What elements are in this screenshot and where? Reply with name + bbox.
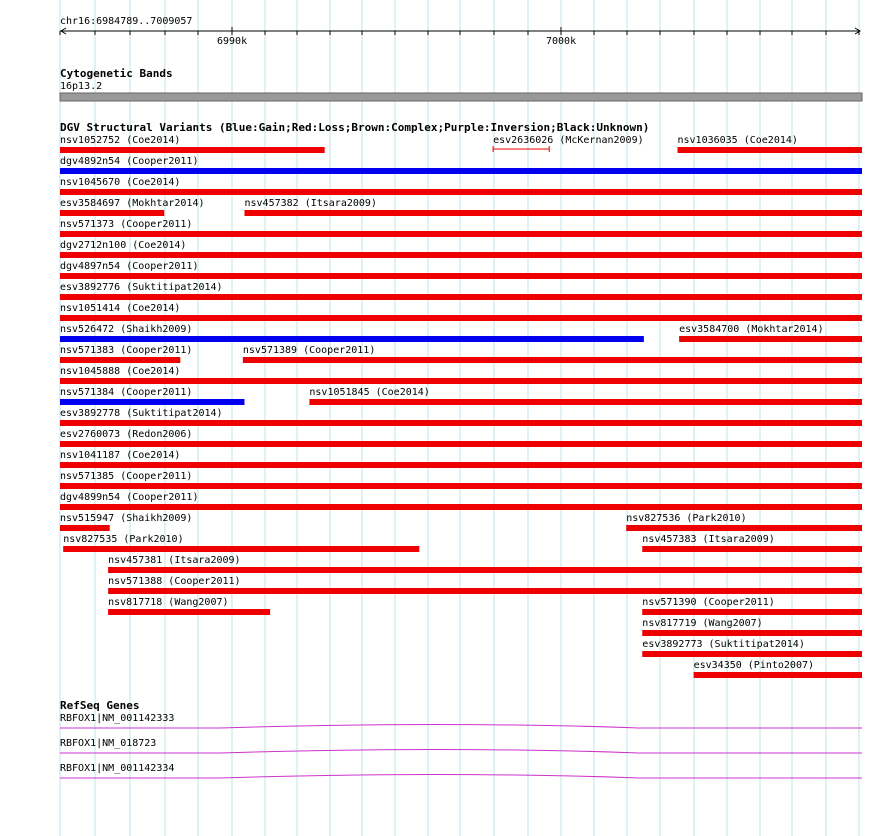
track-title-refseq: RefSeq Genes bbox=[60, 699, 140, 712]
dgv-feature-label: esv2636026 (McKernan2009) bbox=[493, 135, 644, 146]
dgv-feature-bar[interactable] bbox=[243, 357, 862, 363]
track-title-cytobands: Cytogenetic Bands bbox=[60, 67, 173, 80]
refseq-gene-label: RBFOX1|NM_001142333 bbox=[60, 713, 175, 724]
dgv-feature-label: nsv827536 (Park2010) bbox=[626, 513, 747, 524]
dgv-feature[interactable] bbox=[60, 324, 644, 342]
dgv-feature-label: nsv526472 (Shaikh2009) bbox=[60, 324, 193, 335]
dgv-feature-label: nsv1041187 (Coe2014) bbox=[60, 450, 181, 461]
dgv-feature[interactable] bbox=[60, 513, 192, 531]
dgv-feature[interactable] bbox=[493, 135, 644, 152]
dgv-feature-label: dgv4892n54 (Cooper2011) bbox=[60, 156, 199, 167]
dgv-feature-label: nsv827535 (Park2010) bbox=[63, 534, 184, 545]
dgv-feature-bar[interactable] bbox=[60, 189, 862, 195]
dgv-feature-bar[interactable] bbox=[244, 210, 862, 216]
dgv-feature-label: esv3892773 (Suktitipat2014) bbox=[642, 639, 805, 650]
locus-label: chr16:6984789..7009057 bbox=[60, 16, 193, 27]
dgv-feature[interactable] bbox=[60, 177, 862, 195]
ruler-tick-label: 6990k bbox=[217, 36, 248, 47]
dgv-feature-label: esv3584697 (Mokhtar2014) bbox=[60, 198, 205, 209]
dgv-feature-label: nsv571389 (Cooper2011) bbox=[242, 345, 376, 356]
dgv-feature-bar[interactable] bbox=[60, 294, 862, 300]
dgv-feature[interactable] bbox=[63, 534, 419, 552]
dgv-feature[interactable] bbox=[60, 261, 862, 279]
dgv-feature-label: nsv571388 (Cooper2011) bbox=[108, 576, 241, 587]
dgv-feature[interactable] bbox=[679, 324, 862, 342]
dgv-feature-bar[interactable] bbox=[60, 462, 862, 468]
dgv-feature-label: nsv571390 (Cooper2011) bbox=[642, 597, 775, 608]
dgv-feature[interactable] bbox=[108, 576, 862, 594]
dgv-feature-bar[interactable] bbox=[60, 231, 862, 237]
dgv-feature-label: nsv1051845 (Coe2014) bbox=[309, 387, 430, 398]
dgv-feature[interactable] bbox=[60, 492, 862, 510]
dgv-feature[interactable] bbox=[243, 345, 862, 363]
dgv-feature-bar[interactable] bbox=[694, 672, 862, 678]
dgv-feature-label: nsv1045670 (Coe2014) bbox=[60, 177, 181, 188]
dgv-feature[interactable] bbox=[694, 660, 862, 678]
dgv-feature-bar[interactable] bbox=[60, 168, 862, 174]
dgv-feature[interactable] bbox=[60, 156, 862, 174]
dgv-feature[interactable] bbox=[60, 240, 862, 258]
dgv-feature[interactable] bbox=[60, 219, 862, 237]
dgv-feature[interactable] bbox=[60, 408, 862, 426]
dgv-feature-bar[interactable] bbox=[60, 315, 862, 321]
refseq-gene-model[interactable] bbox=[60, 725, 862, 729]
refseq-gene-list bbox=[60, 713, 862, 778]
dgv-feature-label: nsv1052752 (Coe2014) bbox=[60, 135, 181, 146]
dgv-feature[interactable] bbox=[108, 597, 270, 615]
dgv-feature-label: esv3584700 (Mokhtar2014) bbox=[679, 324, 824, 335]
dgv-feature-label: nsv515947 (Shaikh2009) bbox=[60, 513, 193, 524]
dgv-feature[interactable] bbox=[626, 513, 862, 531]
dgv-feature-label: nsv1051414 (Coe2014) bbox=[60, 303, 181, 314]
dgv-feature-label: esv3892776 (Suktitipat2014) bbox=[60, 282, 223, 293]
dgv-feature[interactable] bbox=[108, 555, 862, 573]
dgv-feature-bar[interactable] bbox=[60, 441, 862, 447]
dgv-feature-label: nsv457383 (Itsara2009) bbox=[642, 534, 775, 545]
dgv-feature-bar[interactable] bbox=[60, 273, 862, 279]
track-title-dgv: DGV Structural Variants (Blue:Gain;Red:Loss;Brown:Complex;Purple:Inversion;Black:Unknown) bbox=[60, 121, 650, 134]
dgv-feature-label: nsv1045888 (Coe2014) bbox=[60, 366, 181, 377]
dgv-feature-label: nsv817718 (Wang2007) bbox=[108, 597, 229, 608]
dgv-feature-label: nsv817719 (Wang2007) bbox=[642, 618, 763, 629]
refseq-gene[interactable] bbox=[60, 763, 862, 778]
dgv-feature-bar[interactable] bbox=[60, 483, 862, 489]
dgv-feature-bar[interactable] bbox=[678, 147, 862, 153]
dgv-feature-bar[interactable] bbox=[60, 147, 325, 153]
dgv-feature[interactable] bbox=[309, 387, 862, 405]
dgv-feature-label: esv2760073 (Redon2006) bbox=[60, 429, 193, 440]
dgv-feature-list bbox=[60, 135, 862, 678]
dgv-feature[interactable] bbox=[678, 135, 863, 153]
dgv-feature-label: dgv4897n54 (Cooper2011) bbox=[60, 261, 199, 272]
dgv-feature-bar[interactable] bbox=[108, 609, 270, 615]
refseq-gene[interactable] bbox=[60, 713, 862, 728]
dgv-feature-bar[interactable] bbox=[60, 399, 244, 405]
refseq-gene-label: RBFOX1|NM_001142334 bbox=[60, 763, 175, 774]
dgv-feature[interactable] bbox=[60, 450, 862, 468]
dgv-feature-label: dgv2712n100 (Coe2014) bbox=[60, 240, 187, 251]
dgv-feature-bar[interactable] bbox=[108, 588, 862, 594]
dgv-feature[interactable] bbox=[244, 198, 862, 216]
dgv-feature-bar[interactable] bbox=[309, 399, 862, 405]
dgv-feature-bar[interactable] bbox=[60, 420, 862, 426]
dgv-feature[interactable] bbox=[60, 429, 862, 447]
dgv-feature[interactable] bbox=[60, 471, 862, 489]
dgv-feature[interactable] bbox=[60, 135, 325, 153]
dgv-feature-bar[interactable] bbox=[642, 651, 862, 657]
dgv-feature-bar[interactable] bbox=[63, 546, 419, 552]
dgv-feature-label: esv3892778 (Suktitipat2014) bbox=[60, 408, 223, 419]
dgv-feature[interactable] bbox=[642, 618, 862, 636]
dgv-feature-label: nsv571384 (Cooper2011) bbox=[60, 387, 193, 398]
dgv-feature[interactable] bbox=[642, 534, 862, 552]
dgv-feature-bar[interactable] bbox=[679, 336, 862, 342]
dgv-feature-label: esv34350 (Pinto2007) bbox=[693, 660, 815, 671]
ruler-tick-label: 7000k bbox=[546, 36, 577, 47]
dgv-feature-bar[interactable] bbox=[60, 252, 862, 258]
dgv-feature-label: nsv571383 (Cooper2011) bbox=[60, 345, 193, 356]
dgv-feature-bar[interactable] bbox=[60, 378, 862, 384]
dgv-feature-bar[interactable] bbox=[108, 567, 862, 573]
dgv-feature[interactable] bbox=[642, 639, 862, 657]
dgv-feature[interactable] bbox=[60, 387, 244, 405]
dgv-feature[interactable] bbox=[60, 366, 862, 384]
dgv-feature-bar[interactable] bbox=[626, 525, 862, 531]
dgv-feature-label: nsv571385 (Cooper2011) bbox=[60, 471, 193, 482]
dgv-feature-bar[interactable] bbox=[642, 546, 862, 552]
dgv-feature-bar[interactable] bbox=[60, 357, 180, 363]
cytoband-label: 16p13.2 bbox=[60, 81, 103, 92]
dgv-feature-bar[interactable] bbox=[60, 525, 110, 531]
refseq-gene-model[interactable] bbox=[60, 750, 862, 754]
dgv-feature-bar[interactable] bbox=[60, 336, 644, 342]
dgv-feature-label: nsv1036035 (Coe2014) bbox=[677, 135, 798, 146]
refseq-gene-model[interactable] bbox=[60, 775, 862, 779]
refseq-gene-label: RBFOX1|NM_018723 bbox=[60, 738, 157, 749]
dgv-feature-label: nsv457381 (Itsara2009) bbox=[108, 555, 241, 566]
dgv-feature-bar[interactable] bbox=[60, 210, 164, 216]
refseq-gene[interactable] bbox=[60, 738, 862, 753]
dgv-feature-label: dgv4899n54 (Cooper2011) bbox=[60, 492, 199, 503]
dgv-feature-bar[interactable] bbox=[642, 609, 862, 615]
dgv-feature-label: nsv457382 (Itsara2009) bbox=[244, 198, 377, 209]
dgv-feature-bar[interactable] bbox=[642, 630, 862, 636]
dgv-feature[interactable] bbox=[642, 597, 862, 615]
dgv-feature-label: nsv571373 (Cooper2011) bbox=[60, 219, 193, 230]
dgv-feature[interactable] bbox=[60, 198, 205, 216]
cytoband-bar[interactable] bbox=[60, 93, 862, 101]
dgv-feature[interactable] bbox=[60, 303, 862, 321]
dgv-feature[interactable] bbox=[60, 345, 192, 363]
dgv-feature-bar[interactable] bbox=[60, 504, 862, 510]
dgv-feature[interactable] bbox=[60, 282, 862, 300]
